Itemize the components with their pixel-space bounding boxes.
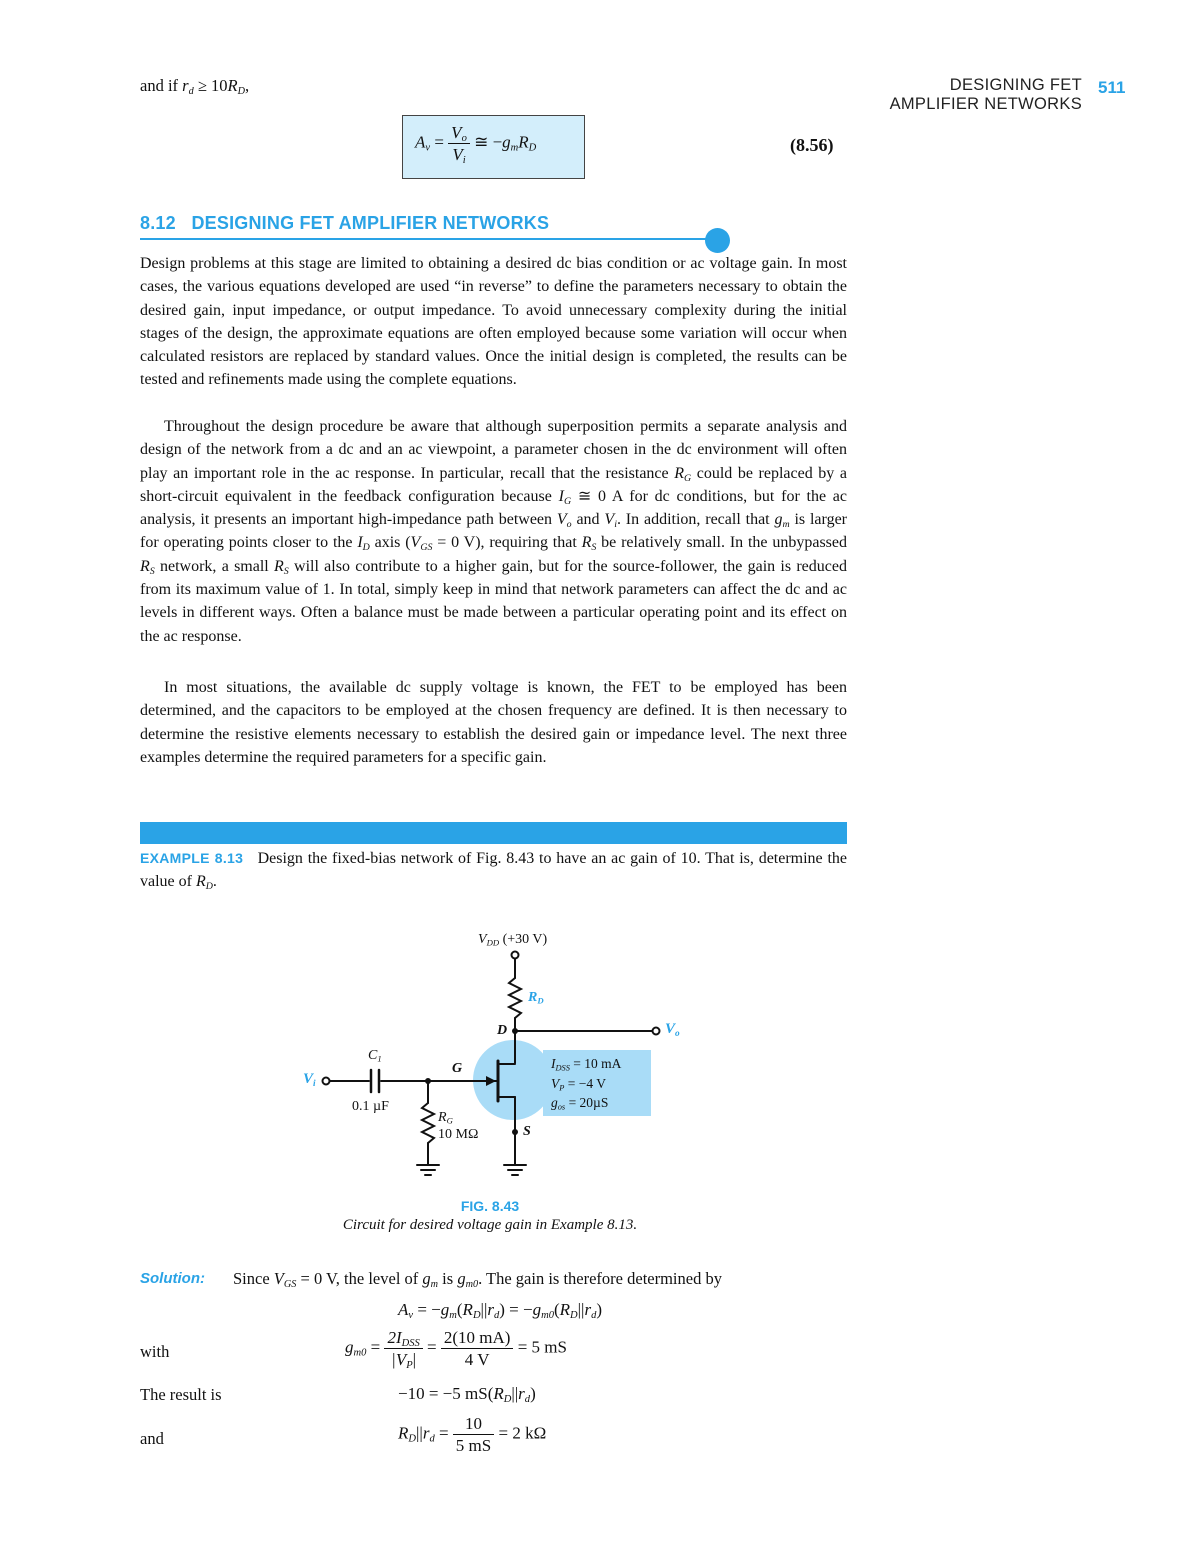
gm0-eq-lhs: g bbox=[345, 1337, 354, 1357]
c1-c: C bbox=[368, 1048, 378, 1063]
rd-resistor bbox=[509, 978, 521, 1018]
running-header bbox=[890, 76, 1082, 114]
gain-eq-r2-sub: d bbox=[591, 1310, 597, 1322]
junction-source bbox=[512, 1129, 518, 1135]
sym-vi: V bbox=[604, 511, 615, 529]
sym-vgs-sub: GS bbox=[420, 542, 433, 554]
param-idss-sym: I bbox=[551, 1056, 556, 1071]
example-end: . bbox=[212, 873, 217, 891]
p2-text-j: network, a small bbox=[154, 557, 275, 575]
intro-text: and if bbox=[140, 76, 179, 95]
result-eq-mid: || bbox=[511, 1384, 519, 1403]
gm0-frac1-num-sub: DSS bbox=[401, 1338, 420, 1350]
gain-eq-rd1-sub: D bbox=[472, 1310, 481, 1322]
gain-eq-rd2: R bbox=[559, 1300, 571, 1319]
param-vp-sym: V bbox=[551, 1075, 560, 1091]
p2-text-d: and bbox=[571, 511, 605, 529]
gm0-frac1-den: |V bbox=[391, 1350, 407, 1369]
p2-text-k: will also contribute to a higher gain, but for the source-follower, the gain is reduced from its maximum value of 1. In total, simply keep in mind that network parameters can affect the dc and ac levels in different ways. Often a balance must be made between a particular operating point and its effect on the ac response. bbox=[140, 557, 847, 645]
gm0-frac2-num: 2(10 mA) bbox=[441, 1328, 514, 1349]
sym-vo: V bbox=[556, 511, 567, 529]
param-vp-val: = −4 V bbox=[564, 1075, 606, 1091]
eq-approx: ≅ − bbox=[474, 132, 503, 152]
vo-terminal bbox=[653, 1028, 660, 1035]
boxed-equation: $A_v$ = $\frac{V_o}{V_i}$ ≅ $-g_mR_D$ bbox=[402, 115, 585, 179]
gm0-result: = 5 mS bbox=[517, 1337, 567, 1357]
gm0-frac-1 bbox=[384, 1328, 422, 1372]
final-eq-r: r bbox=[422, 1423, 430, 1443]
sym-rg-sub: G bbox=[683, 472, 692, 484]
sym-vgs-val: = 0 V bbox=[432, 534, 476, 552]
junction-drain bbox=[512, 1028, 518, 1034]
eq-lhs: A bbox=[415, 132, 426, 152]
sym-gm: g bbox=[774, 511, 783, 529]
sym-vgs: V bbox=[410, 534, 421, 552]
gain-eq-r1: r bbox=[487, 1300, 494, 1319]
sol-vgs-sub: GS bbox=[283, 1279, 297, 1291]
result-eq-end: ) bbox=[530, 1384, 536, 1403]
p2-text-e: . In addition, recall that bbox=[616, 511, 775, 529]
result-eq-a: −10 = −5 mS( bbox=[398, 1384, 494, 1403]
result-word: The result is bbox=[140, 1385, 222, 1404]
param-gos-sym: g bbox=[551, 1095, 558, 1110]
final-frac-den: 5 mS bbox=[455, 1436, 492, 1455]
gm0-frac1-num: 2I bbox=[387, 1328, 402, 1347]
gain-eq-av: A bbox=[398, 1300, 409, 1319]
param-idss-val: = 10 mA bbox=[569, 1056, 622, 1071]
final-result: = 2 kΩ bbox=[498, 1423, 547, 1443]
eq-lhs-sub: v bbox=[425, 142, 431, 154]
sol-gm0: g bbox=[457, 1269, 466, 1288]
gain-eq-g: ) bbox=[596, 1300, 603, 1319]
example-var: R bbox=[195, 873, 206, 891]
eq-r: R bbox=[518, 132, 529, 152]
intro-condition bbox=[140, 76, 249, 96]
gain-eq-rd2-sub: D bbox=[570, 1310, 578, 1322]
vi-v: V bbox=[303, 1071, 314, 1087]
p2-text-b: could be replaced by a short-circuit equivalent in the feedback configuration because bbox=[140, 464, 847, 505]
source-label: S bbox=[523, 1124, 531, 1139]
vdd-value: (+30 V) bbox=[502, 932, 548, 947]
section-rule bbox=[140, 238, 712, 240]
example-bar bbox=[140, 822, 847, 844]
final-frac-num: 10 bbox=[453, 1414, 494, 1435]
intro-var-sub: d bbox=[188, 86, 194, 98]
eq-g: g bbox=[502, 132, 511, 152]
p2-text-i: be relatively small. In the unbypassed bbox=[596, 534, 847, 552]
p2-text-a: Throughout the design procedure be aware that although superposition permits a separate analysis and design of the network from a dc and an ac viewpoint, a parameter chosen in the dc environment will often play an important role in the ac response. In particular, recall that the resistance bbox=[140, 418, 847, 482]
gain-eq-gm: g bbox=[440, 1300, 450, 1319]
sym-vi-sub: i bbox=[614, 519, 617, 531]
gm0-frac-2 bbox=[441, 1328, 514, 1369]
sym-ig-val: ≅ 0 A bbox=[571, 487, 623, 505]
vdd-sub: DD bbox=[486, 937, 500, 948]
gain-eq-gm0-sub: m0 bbox=[541, 1310, 554, 1322]
result-eq-rd: R bbox=[493, 1384, 504, 1403]
intro-relation: ≥ 10 bbox=[197, 76, 228, 95]
sol-a: Since bbox=[233, 1269, 274, 1288]
param-idss bbox=[551, 1054, 621, 1074]
eq-den: V bbox=[452, 145, 463, 164]
rd-r: R bbox=[528, 990, 538, 1005]
vi-sub: i bbox=[313, 1078, 316, 1089]
sol-gm: g bbox=[422, 1269, 431, 1288]
gate-label: G bbox=[452, 1061, 463, 1076]
example-label: EXAMPLE 8.13 bbox=[140, 850, 244, 866]
paragraph-1: Design problems at this stage are limited to obtaining a desired dc bias condition or ac voltage gain. In most cases, the various equations developed are used “in reverse” to define the parameters necessary to obtain the desired gain, input impedance, or output impedance. To avoid unnecessary complexity during the initial stages of the design, the approximate equations are often employed because some variation will occur when calculated resistors are replaced by standard values. Once the initial design is completed, the results can be tested and refinements made using the complete equations. bbox=[140, 255, 847, 389]
vo-sub: o bbox=[675, 1028, 680, 1039]
p2-text-h: ), requiring that bbox=[475, 534, 582, 552]
sym-id-sub: D bbox=[362, 542, 370, 554]
sym-rg: R bbox=[674, 464, 684, 482]
and-word: and bbox=[140, 1429, 164, 1448]
intro-var: r bbox=[182, 76, 189, 95]
sym-rs-2-sub: S bbox=[149, 565, 155, 577]
vdd-v: V bbox=[478, 932, 487, 947]
param-gos bbox=[551, 1093, 621, 1113]
eq-den-sub: i bbox=[462, 155, 466, 167]
eq-num: V bbox=[451, 123, 462, 142]
eq-g-sub: m bbox=[510, 142, 519, 154]
c1-value: 0.1 µF bbox=[352, 1099, 389, 1114]
running-header-line-1: DESIGNING FET bbox=[949, 76, 1082, 94]
gm0-frac1-den-sub: P bbox=[406, 1360, 413, 1372]
param-vp-sub: P bbox=[559, 1083, 565, 1092]
eq-r-sub: D bbox=[528, 142, 537, 154]
gain-eq-rd1: R bbox=[462, 1300, 473, 1319]
sym-id: I bbox=[357, 534, 363, 552]
param-gos-sub: os bbox=[557, 1102, 566, 1112]
final-fraction bbox=[453, 1414, 494, 1455]
sym-rs-3-sub: S bbox=[283, 565, 289, 577]
p2-text-g: axis ( bbox=[369, 534, 411, 552]
section-heading bbox=[140, 213, 549, 234]
rg-r: R bbox=[438, 1110, 447, 1125]
page-number: 511 bbox=[1098, 78, 1126, 97]
gain-eq-gm-sub: m bbox=[449, 1310, 457, 1322]
final-eq-mid: || bbox=[416, 1423, 423, 1443]
intro-suffix: , bbox=[244, 76, 250, 95]
final-eq-rd: R bbox=[398, 1423, 409, 1443]
parameter-list bbox=[551, 1054, 621, 1113]
junction-gate bbox=[425, 1078, 431, 1084]
circuit-diagram bbox=[290, 925, 690, 1185]
vdd-terminal bbox=[512, 952, 519, 959]
gain-eq-c: || bbox=[480, 1300, 488, 1319]
gain-eq-e: ( bbox=[553, 1300, 560, 1319]
sym-rs-3: R bbox=[274, 557, 284, 575]
figure-caption: Circuit for desired voltage gain in Example 8.13. bbox=[342, 1217, 638, 1233]
gain-eq-r2: r bbox=[584, 1300, 592, 1319]
sym-ig: I bbox=[558, 487, 564, 505]
gm0-eq-lhs-sub: m0 bbox=[353, 1347, 367, 1359]
gain-eq-b: ( bbox=[456, 1300, 463, 1319]
paragraph-2 bbox=[140, 415, 847, 648]
sym-rs-1-sub: S bbox=[591, 542, 597, 554]
sol-c: is bbox=[438, 1269, 458, 1288]
equation-number: (8.56) bbox=[790, 135, 834, 155]
figure-label: FIG. 8.43 bbox=[460, 1198, 520, 1214]
gain-eq-a: = − bbox=[413, 1300, 441, 1319]
result-eq-r: r bbox=[518, 1384, 525, 1403]
paragraph-3: In most situations, the available dc supply voltage is known, the FET to be employed has been determined, and the capacitors to be employed at the chosen frequency are defined. It is then necessary to determine the resistive elements necessary to establish the desired gain or impedance level. The next three examples determine the required parameters for a specific gain. bbox=[140, 679, 847, 766]
section-dot bbox=[705, 228, 730, 253]
sol-b: = 0 V, the level of bbox=[296, 1269, 423, 1288]
param-vp bbox=[551, 1074, 621, 1094]
vi-label bbox=[303, 1071, 316, 1088]
rg-label bbox=[438, 1110, 453, 1126]
rg-sub: G bbox=[446, 1115, 453, 1126]
gain-eq-gm0: g bbox=[532, 1300, 542, 1319]
eq-fraction bbox=[448, 123, 470, 167]
c1-label bbox=[368, 1048, 382, 1064]
sol-vgs: V bbox=[273, 1269, 284, 1288]
rd-label bbox=[528, 990, 544, 1006]
final-eq-r-sub: d bbox=[429, 1433, 435, 1445]
gain-equation bbox=[398, 1300, 602, 1320]
rd-sub: D bbox=[537, 995, 544, 1006]
sol-gm0-sub: m0 bbox=[465, 1279, 479, 1291]
vdd-label bbox=[478, 932, 547, 948]
vo-label bbox=[665, 1021, 680, 1038]
sym-rs-1: R bbox=[581, 534, 592, 552]
vo-v: V bbox=[665, 1021, 676, 1037]
result-eq-r-sub: d bbox=[524, 1394, 531, 1406]
sym-vo-sub: o bbox=[566, 519, 572, 531]
rg-value: 10 MΩ bbox=[438, 1127, 479, 1142]
solution-label: Solution: bbox=[140, 1270, 205, 1287]
gm0-frac1-den-end: | bbox=[412, 1350, 417, 1369]
gain-eq-av-sub: v bbox=[408, 1310, 414, 1322]
example-var-sub: D bbox=[205, 881, 213, 893]
gain-eq-f: || bbox=[577, 1300, 585, 1319]
result-equation bbox=[398, 1384, 536, 1404]
rg-resistor bbox=[422, 1103, 434, 1143]
gain-eq-r1-sub: d bbox=[493, 1310, 500, 1322]
param-idss-sub: DSS bbox=[555, 1063, 570, 1073]
sol-gm-sub: m bbox=[430, 1279, 439, 1291]
example-statement bbox=[140, 847, 847, 894]
sym-gm-sub: m bbox=[782, 519, 790, 531]
c1-sub: 1 bbox=[377, 1053, 382, 1064]
sym-rs-2: R bbox=[140, 557, 150, 575]
intro-rhs-sub: D bbox=[237, 86, 245, 98]
sym-ig-sub: G bbox=[563, 495, 572, 507]
param-gos-val: = 20µS bbox=[565, 1095, 609, 1110]
final-eq-rd-sub: D bbox=[408, 1433, 416, 1445]
section-number: 8.12 bbox=[140, 213, 176, 233]
result-eq-rd-sub: D bbox=[503, 1394, 512, 1406]
vi-terminal bbox=[323, 1078, 330, 1085]
p2-text-c: for dc conditions, but for the ac analysis, it presents an important high-impedance path between bbox=[140, 487, 848, 529]
eq-num-sub: o bbox=[461, 133, 467, 145]
sol-d: . The gain is therefore determined by bbox=[478, 1269, 722, 1288]
gm0-equation: $g_{m0}$ = $\frac{2I_{DSS}}{|V_P|}$ = $\frac{2(10 mA)}{4 V}$ = 5 mS bbox=[345, 1328, 567, 1372]
gain-eq-d: ) = − bbox=[499, 1300, 533, 1319]
section-title: DESIGNING FET AMPLIFIER NETWORKS bbox=[191, 213, 550, 233]
with-word: with bbox=[140, 1342, 170, 1361]
gm0-frac2-den: 4 V bbox=[464, 1350, 490, 1369]
running-header-line-2: AMPLIFIER NETWORKS bbox=[889, 95, 1082, 113]
solution-line-1 bbox=[233, 1269, 722, 1289]
drain-label: D bbox=[497, 1023, 508, 1038]
intro-rhs-var: R bbox=[227, 76, 238, 95]
example-text: Design the fixed-bias network of Fig. 8.43 to have an ac gain of 10. That is, determine the value of bbox=[140, 850, 847, 891]
p2-text-f: is larger for operating points closer to the bbox=[140, 511, 848, 552]
final-equation: $R_D||r_d$ = $\frac{10}{5 mS}$ = 2 kΩ bbox=[398, 1414, 547, 1455]
